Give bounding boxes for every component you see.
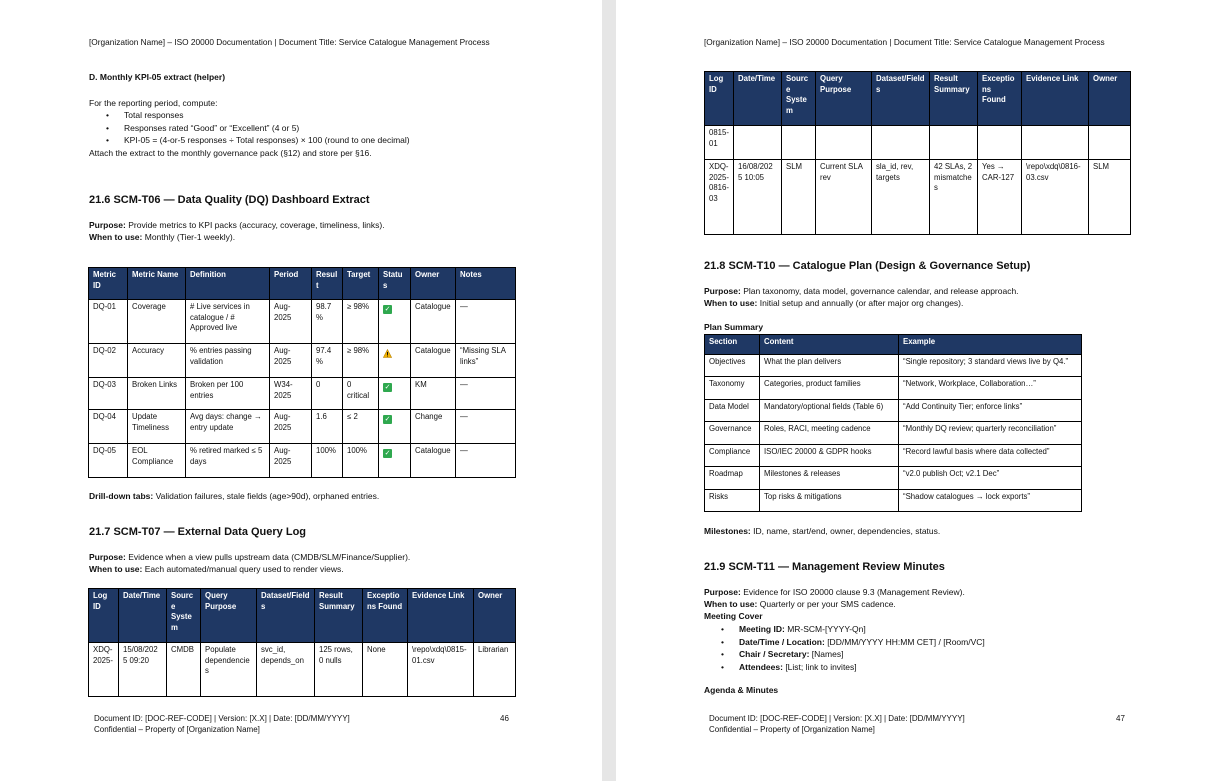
list-item: • KPI-05 = (4-or-5 responses ÷ Total responses) × 100 (round to one decimal) xyxy=(89,134,410,147)
table-cell: W34-2025 xyxy=(270,378,312,410)
cover-value: MR-SCM-[YYYY-Qn] xyxy=(787,624,866,634)
table-cell xyxy=(1022,126,1089,160)
table-cell xyxy=(734,126,782,160)
purpose-label: Purpose: xyxy=(704,286,741,296)
table-cell: DQ-01 xyxy=(89,300,128,344)
table-header-row xyxy=(89,268,516,300)
column-header: Owner xyxy=(411,268,456,300)
table-row xyxy=(89,300,516,344)
page-header: [Organization Name] – ISO 20000 Documentation | Document Title: Service Catalogue Management Process xyxy=(89,37,490,47)
cover-value: [DD/MM/YYYY HH:MM CET] / [Room/VC] xyxy=(827,636,985,647)
table-row xyxy=(705,422,1082,445)
when-text: Each automated/manual query used to render views. xyxy=(144,564,344,574)
column-header: Source System xyxy=(167,589,201,643)
cover-label: Meeting ID: xyxy=(739,624,785,634)
cover-label: Attendees: xyxy=(739,661,783,672)
list-item: • Responses rated “Good” or “Excellent” (4 or 5) xyxy=(89,122,410,135)
table-cell: 0 xyxy=(312,378,343,410)
section-heading-21-6: 21.6 SCM-T06 — Data Quality (DQ) Dashboard Extract xyxy=(89,194,370,206)
purpose-text: Evidence for ISO 20000 clause 9.3 (Management Review). xyxy=(743,587,965,597)
external-query-log-table xyxy=(88,588,516,697)
column-header: Example xyxy=(899,335,1082,355)
table-cell: “Missing SLA links” xyxy=(456,344,516,378)
list-item: • Total responses xyxy=(89,109,410,122)
column-header: Evidence Link xyxy=(1022,72,1089,126)
table-cell xyxy=(1089,126,1131,160)
status-ok-icon: ✓ xyxy=(384,384,391,391)
table-cell: Librarian xyxy=(474,643,516,697)
table-cell xyxy=(872,126,930,160)
table-cell: ≤ 2 xyxy=(343,410,379,444)
column-header: Notes xyxy=(456,268,516,300)
table-cell: Yes → CAR-127 xyxy=(978,160,1022,235)
cover-value: [Names] xyxy=(811,649,844,660)
column-header: Log ID xyxy=(705,72,734,126)
column-header: Owner xyxy=(474,589,516,643)
status-ok-icon: ✓ xyxy=(384,416,391,423)
list-item xyxy=(704,623,985,636)
table-cell: 100% xyxy=(312,444,343,478)
table-cell: “Shadow catalogues → lock exports” xyxy=(899,490,1082,512)
column-header: Content xyxy=(760,335,899,355)
table-cell: Coverage xyxy=(128,300,186,344)
when-label: When to use: xyxy=(89,232,143,242)
table-cell: svc_id, depends_on xyxy=(257,643,315,697)
plan-summary-table xyxy=(704,334,1082,512)
table-cell: \repo\xdq\0816-03.csv xyxy=(1022,160,1089,235)
status-cell xyxy=(379,378,411,410)
table-cell: — xyxy=(456,410,516,444)
when-line xyxy=(89,231,235,243)
status-cell xyxy=(379,444,411,478)
purpose-label: Purpose: xyxy=(89,552,126,562)
column-header: Evidence Link xyxy=(408,589,474,643)
column-header: Section xyxy=(705,335,760,355)
table-cell: XDQ-2025- xyxy=(89,643,119,697)
when-label: When to use: xyxy=(89,564,143,574)
table-cell: Compliance xyxy=(705,445,760,467)
table-cell: 125 rows, 0 nulls xyxy=(315,643,363,697)
table-row xyxy=(89,410,516,444)
when-text: Quarterly or per your SMS cadence. xyxy=(759,599,896,609)
table-cell: Populate dependencies xyxy=(201,643,257,697)
table-row xyxy=(705,126,1131,160)
cover-value: [List; link to invites] xyxy=(785,661,857,672)
table-cell: Top risks & mitigations xyxy=(760,490,899,512)
table-cell: SLM xyxy=(1089,160,1131,235)
table-cell: Avg days: change → entry update xyxy=(186,410,270,444)
table-header-row xyxy=(89,589,516,643)
status-cell xyxy=(379,410,411,444)
table-row xyxy=(89,344,516,378)
when-line xyxy=(89,563,344,575)
table-cell: 0815-01 xyxy=(705,126,734,160)
column-header: Dataset/Fields xyxy=(257,589,315,643)
status-ok-icon: ✓ xyxy=(384,306,391,313)
table-cell: Data Model xyxy=(705,400,760,422)
when-text: Initial setup and annually (or after major org changes). xyxy=(759,298,964,308)
purpose-line xyxy=(704,586,965,598)
table-cell: Change xyxy=(411,410,456,444)
table-cell: “Single repository; 3 standard views live by Q4.” xyxy=(899,355,1082,377)
table-cell: Aug-2025 xyxy=(270,344,312,378)
table-cell: Objectives xyxy=(705,355,760,377)
purpose-label: Purpose: xyxy=(89,220,126,230)
column-header: Result Summary xyxy=(930,72,978,126)
table-cell: % retired marked ≤ 5 days xyxy=(186,444,270,478)
footer-confidential: Confidential – Property of [Organization Name] xyxy=(94,725,260,734)
meeting-cover-list xyxy=(704,623,985,673)
page-number: 46 xyxy=(500,714,509,723)
table-cell: EOL Compliance xyxy=(128,444,186,478)
document-page-left xyxy=(0,0,602,781)
when-line xyxy=(704,297,963,309)
table-cell: “Add Continuity Tier; enforce links” xyxy=(899,400,1082,422)
table-cell: Catalogue xyxy=(411,300,456,344)
table-cell: None xyxy=(363,643,408,697)
table-cell: — xyxy=(456,444,516,478)
table-cell: 42 SLAs, 2 mismatches xyxy=(930,160,978,235)
column-header: Date/Time xyxy=(119,589,167,643)
kpi-helper-after: Attach the extract to the monthly governance pack (§12) and store per §16. xyxy=(89,148,372,158)
when-text: Monthly (Tier-1 weekly). xyxy=(144,232,236,242)
table-cell: 0 critical xyxy=(343,378,379,410)
table-row xyxy=(89,444,516,478)
purpose-line xyxy=(89,219,385,231)
table-cell: Roles, RACI, meeting cadence xyxy=(760,422,899,445)
column-header: Target xyxy=(343,268,379,300)
status-warning-icon xyxy=(383,349,392,362)
table-cell xyxy=(816,126,872,160)
column-header: Exceptions Found xyxy=(363,589,408,643)
section-heading-21-7: 21.7 SCM-T07 — External Data Query Log xyxy=(89,526,307,538)
column-header: Source System xyxy=(782,72,816,126)
table-row xyxy=(705,467,1082,490)
plan-summary-label: Plan Summary xyxy=(704,322,764,332)
table-cell: Roadmap xyxy=(705,467,760,490)
table-cell: Aug-2025 xyxy=(270,300,312,344)
status-ok-icon: ✓ xyxy=(384,450,391,457)
dq-metrics-table xyxy=(88,267,516,478)
table-cell: DQ-03 xyxy=(89,378,128,410)
table-header-row xyxy=(705,335,1082,355)
table-cell xyxy=(930,126,978,160)
table-cell: “Network, Workplace, Collaboration…” xyxy=(899,377,1082,400)
table-header-row xyxy=(705,72,1131,126)
table-cell: — xyxy=(456,300,516,344)
status-cell xyxy=(379,344,411,378)
column-header: Metric ID xyxy=(89,268,128,300)
column-header: Date/Time xyxy=(734,72,782,126)
table-cell: “v2.0 publish Oct; v2.1 Dec” xyxy=(899,467,1082,490)
purpose-line xyxy=(704,285,1019,297)
table-cell: # Live services in catalogue / # Approved live xyxy=(186,300,270,344)
table-row xyxy=(705,377,1082,400)
purpose-text: Provide metrics to KPI packs (accuracy, coverage, timeliness, links). xyxy=(128,220,385,230)
table-cell: DQ-02 xyxy=(89,344,128,378)
column-header: Result xyxy=(312,268,343,300)
table-row xyxy=(89,643,516,697)
cover-label: Date/Time / Location: xyxy=(739,636,825,647)
table-cell: Milestones & releases xyxy=(760,467,899,490)
table-cell: 1.6 xyxy=(312,410,343,444)
table-cell: ≥ 98% xyxy=(343,300,379,344)
column-header: Exceptions Found xyxy=(978,72,1022,126)
column-header: Result Summary xyxy=(315,589,363,643)
external-query-log-table-continued xyxy=(704,71,1131,235)
list-item xyxy=(704,648,985,661)
drill-down-label: Drill-down tabs: xyxy=(89,491,154,501)
drill-down-text: Validation failures, stale fields (age>90d), orphaned entries. xyxy=(155,491,380,501)
table-cell: “Monthly DQ review; quarterly reconciliation” xyxy=(899,422,1082,445)
table-cell xyxy=(782,126,816,160)
page-header: [Organization Name] – ISO 20000 Documentation | Document Title: Service Catalogue Management Process xyxy=(704,37,1105,47)
table-cell xyxy=(978,126,1022,160)
page-number: 47 xyxy=(1116,714,1125,723)
column-header: Status xyxy=(379,268,411,300)
column-header: Definition xyxy=(186,268,270,300)
section-heading-21-9: 21.9 SCM-T11 — Management Review Minutes xyxy=(704,561,945,573)
when-label: When to use: xyxy=(704,599,758,609)
column-header: Dataset/Fields xyxy=(872,72,930,126)
table-cell: ISO/IEC 20000 & GDPR hooks xyxy=(760,445,899,467)
column-header: Metric Name xyxy=(128,268,186,300)
section-heading-21-8: 21.8 SCM-T10 — Catalogue Plan (Design & Governance Setup) xyxy=(704,260,1031,272)
footer-doc-info: Document ID: [DOC-REF-CODE] | Version: [X.X] | Date: [DD/MM/YYYY] xyxy=(94,714,350,723)
table-cell: 16/08/2025 10:05 xyxy=(734,160,782,235)
column-header: Query Purpose xyxy=(816,72,872,126)
table-cell: Update Timeliness xyxy=(128,410,186,444)
meeting-cover-label: Meeting Cover xyxy=(704,611,763,621)
list-item xyxy=(704,661,985,674)
table-cell: DQ-05 xyxy=(89,444,128,478)
purpose-line xyxy=(89,551,410,563)
footer-confidential: Confidential – Property of [Organization Name] xyxy=(709,725,875,734)
table-cell: Governance xyxy=(705,422,760,445)
table-row xyxy=(89,378,516,410)
table-cell: Mandatory/optional fields (Table 6) xyxy=(760,400,899,422)
table-cell: Aug-2025 xyxy=(270,410,312,444)
table-cell: Current SLA rev xyxy=(816,160,872,235)
footer-doc-info: Document ID: [DOC-REF-CODE] | Version: [X.X] | Date: [DD/MM/YYYY] xyxy=(709,714,965,723)
table-cell: \repo\xdq\0815-01.csv xyxy=(408,643,474,697)
drill-down-line xyxy=(89,490,379,502)
kpi-helper-list xyxy=(89,109,410,147)
table-cell: 98.7% xyxy=(312,300,343,344)
kpi-helper-intro: For the reporting period, compute: xyxy=(89,98,218,108)
table-cell: Catalogue xyxy=(411,344,456,378)
table-cell: 97.4% xyxy=(312,344,343,378)
when-label: When to use: xyxy=(704,298,758,308)
list-item xyxy=(704,636,985,649)
table-cell: Broken Links xyxy=(128,378,186,410)
table-cell: Broken per 100 entries xyxy=(186,378,270,410)
table-row xyxy=(705,490,1082,512)
table-cell: “Record lawful basis where data collected” xyxy=(899,445,1082,467)
table-cell: CMDB xyxy=(167,643,201,697)
table-cell: KM xyxy=(411,378,456,410)
column-header: Query Purpose xyxy=(201,589,257,643)
purpose-text: Plan taxonomy, data model, governance calendar, and release approach. xyxy=(743,286,1019,296)
milestones-text: ID, name, start/end, owner, dependencies, status. xyxy=(753,526,941,536)
table-cell: Risks xyxy=(705,490,760,512)
table-cell: ≥ 98% xyxy=(343,344,379,378)
table-cell: XDQ-2025-0816-03 xyxy=(705,160,734,235)
table-cell: DQ-04 xyxy=(89,410,128,444)
table-cell: % entries passing validation xyxy=(186,344,270,378)
when-line xyxy=(704,598,896,610)
table-cell: 100% xyxy=(343,444,379,478)
document-page-right xyxy=(616,0,1218,781)
table-cell: — xyxy=(456,378,516,410)
table-cell: What the plan delivers xyxy=(760,355,899,377)
table-row xyxy=(705,445,1082,467)
purpose-label: Purpose: xyxy=(704,587,741,597)
column-header: Period xyxy=(270,268,312,300)
table-cell: sla_id, rev, targets xyxy=(872,160,930,235)
table-cell: SLM xyxy=(782,160,816,235)
purpose-text: Evidence when a view pulls upstream data (CMDB/SLM/Finance/Supplier). xyxy=(128,552,411,562)
table-row xyxy=(705,355,1082,377)
status-cell xyxy=(379,300,411,344)
milestones-line xyxy=(704,525,940,537)
table-cell: 15/08/2025 09:20 xyxy=(119,643,167,697)
table-cell: Accuracy xyxy=(128,344,186,378)
table-cell: Taxonomy xyxy=(705,377,760,400)
column-header: Owner xyxy=(1089,72,1131,126)
kpi-helper-heading: D. Monthly KPI-05 extract (helper) xyxy=(89,72,226,82)
milestones-label: Milestones: xyxy=(704,526,751,536)
table-cell: Catalogue xyxy=(411,444,456,478)
agenda-minutes-label: Agenda & Minutes xyxy=(704,685,779,695)
column-header: Log ID xyxy=(89,589,119,643)
table-cell: Categories, product families xyxy=(760,377,899,400)
table-row xyxy=(705,400,1082,422)
table-cell: Aug-2025 xyxy=(270,444,312,478)
cover-label: Chair / Secretary: xyxy=(739,649,810,660)
table-row xyxy=(705,160,1131,235)
